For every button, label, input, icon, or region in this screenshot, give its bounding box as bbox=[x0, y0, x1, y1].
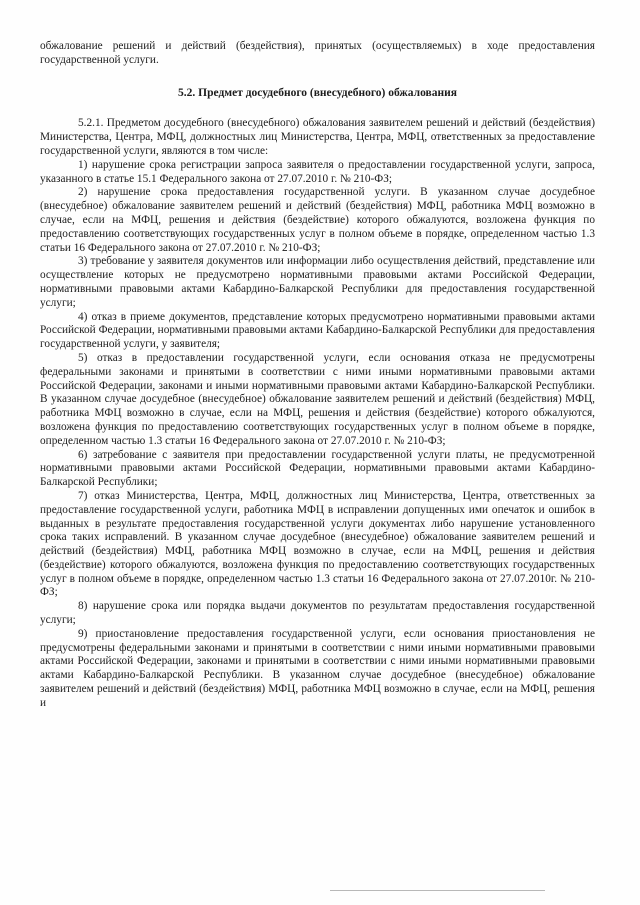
paragraph-list bbox=[40, 117, 595, 710]
paragraph-item-6: 6) затребование с заявителя при предоставлении государственной услуги платы, не предусмотренной нормативными правовыми актами Российской Федерации, нормативными правовыми актами Кабардино-Балкарской Республики; bbox=[40, 448, 595, 489]
paragraph-item-7: 7) отказ Министерства, Центра, МФЦ, должностных лиц Министерства, Центра, ответственных за предоставление государственной услуги, работника МФЦ в исправлении допущенных ими опечаток и ошибок в выданных в результате предоставления государственной услуги документах либо нарушение установленного срока таких исправлений. В указанном случае досудебное (внесудебное) обжалование заявителем решений и действий (бездействия) МФЦ, работника МФЦ возможно в случае, если на МФЦ, решения и действия (бездействие) которого обжалуются, возложена функция по предоставлению соответствующих государственных услуг в полном объеме в порядке, определенном частью 1.3 статьи 16 Федерального закона от 27.07.2010г. № 210-ФЗ; bbox=[40, 489, 595, 599]
paragraph-item-2: 2) нарушение срока предоставления государственной услуги. В указанном случае досудебное (внесудебное) обжалование заявителем решений и действий (бездействия) МФЦ, работника МФЦ возможно в случае, если на МФЦ, решения и действия (бездействие) которого обжалуются, возложена функция по предоставлению соответствующих государственных услуг в полном объеме в порядке, определенном частью 1.3 статьи 16 Федерального закона от 27.07.2010 г. № 210-ФЗ; bbox=[40, 186, 595, 254]
paragraph-item-4: 4) отказ в приеме документов, представление которых предусмотрено нормативными правовыми актами Российской Федерации, нормативными правовыми актами Кабардино-Балкарской Республики для предоставления государственной услуги, у заявителя; bbox=[40, 310, 595, 351]
paragraph-item-8: 8) нарушение срока или порядка выдачи документов по результатам предоставления государственной услуги; bbox=[40, 600, 595, 627]
paragraph-5-2-1: 5.2.1. Предметом досудебного (внесудебного) обжалования заявителем решений и действий (бездействия) Министерства, Центра, МФЦ, должностных лиц Министерства, Центра, МФЦ, ответственных за предоставление государственной услуги, являются в том числе: bbox=[40, 117, 595, 157]
paragraph-item-3: 3) требование у заявителя документов или информации либо осуществления действий, представление или осуществление которых не предусмотрено нормативными правовыми актами Российской Федерации, нормативными правовыми актами Кабардино-Балкарской Республики для предоставления государственной услуги; bbox=[40, 255, 595, 309]
paragraph-item-5: 5) отказ в предоставлении государственной услуги, если основания отказа не предусмотрены федеральными законами и принятыми в соответствии с ними иными нормативными правовыми актами Российской Федерации, законами и иными нормативными правовыми актами Кабардино-Балкарской Республики. В указанном случае досудебное (внесудебное) обжалование заявителем решений и действий (бездействия) МФЦ, работника МФЦ возможно в случае, если на МФЦ, решения и действия (бездействие) которого обжалуются, возложена функция по предоставлению соответствующих государственных услуг в полном объеме в порядке, определенном частью 1.3 статьи 16 Федерального закона от 27.07.2010 г. № 210-ФЗ; bbox=[40, 351, 595, 447]
paragraph-item-9: 9) приостановление предоставления государственной услуги, если основания приостановления не предусмотрены федеральными законами и принятыми в соответствии с ними иными нормативными правовыми актами Российской Федерации, законами и принятыми в соответствии с ними иными нормативными правовыми актами Кабардино-Балкарской Республики. В указанном случае досудебное (внесудебное) обжалование заявителем решений и действий (бездействия) МФЦ, работника МФЦ возможно в случае, если на МФЦ, решения и bbox=[40, 627, 595, 709]
paragraph-item-1: 1) нарушение срока регистрации запроса заявителя о предоставлении государственной услуги, запроса, указанного в статье 15.1 Федерального закона от 27.07.2010 г. № 210-ФЗ; bbox=[40, 158, 595, 185]
section-heading: 5.2. Предмет досудебного (внесудебного) обжалования bbox=[178, 86, 457, 99]
scan-edge-line bbox=[330, 890, 545, 891]
intro-paragraph: обжалование решений и действий (бездействия), принятых (осуществляемых) в ходе предоставления государственной услуги. bbox=[40, 40, 595, 66]
